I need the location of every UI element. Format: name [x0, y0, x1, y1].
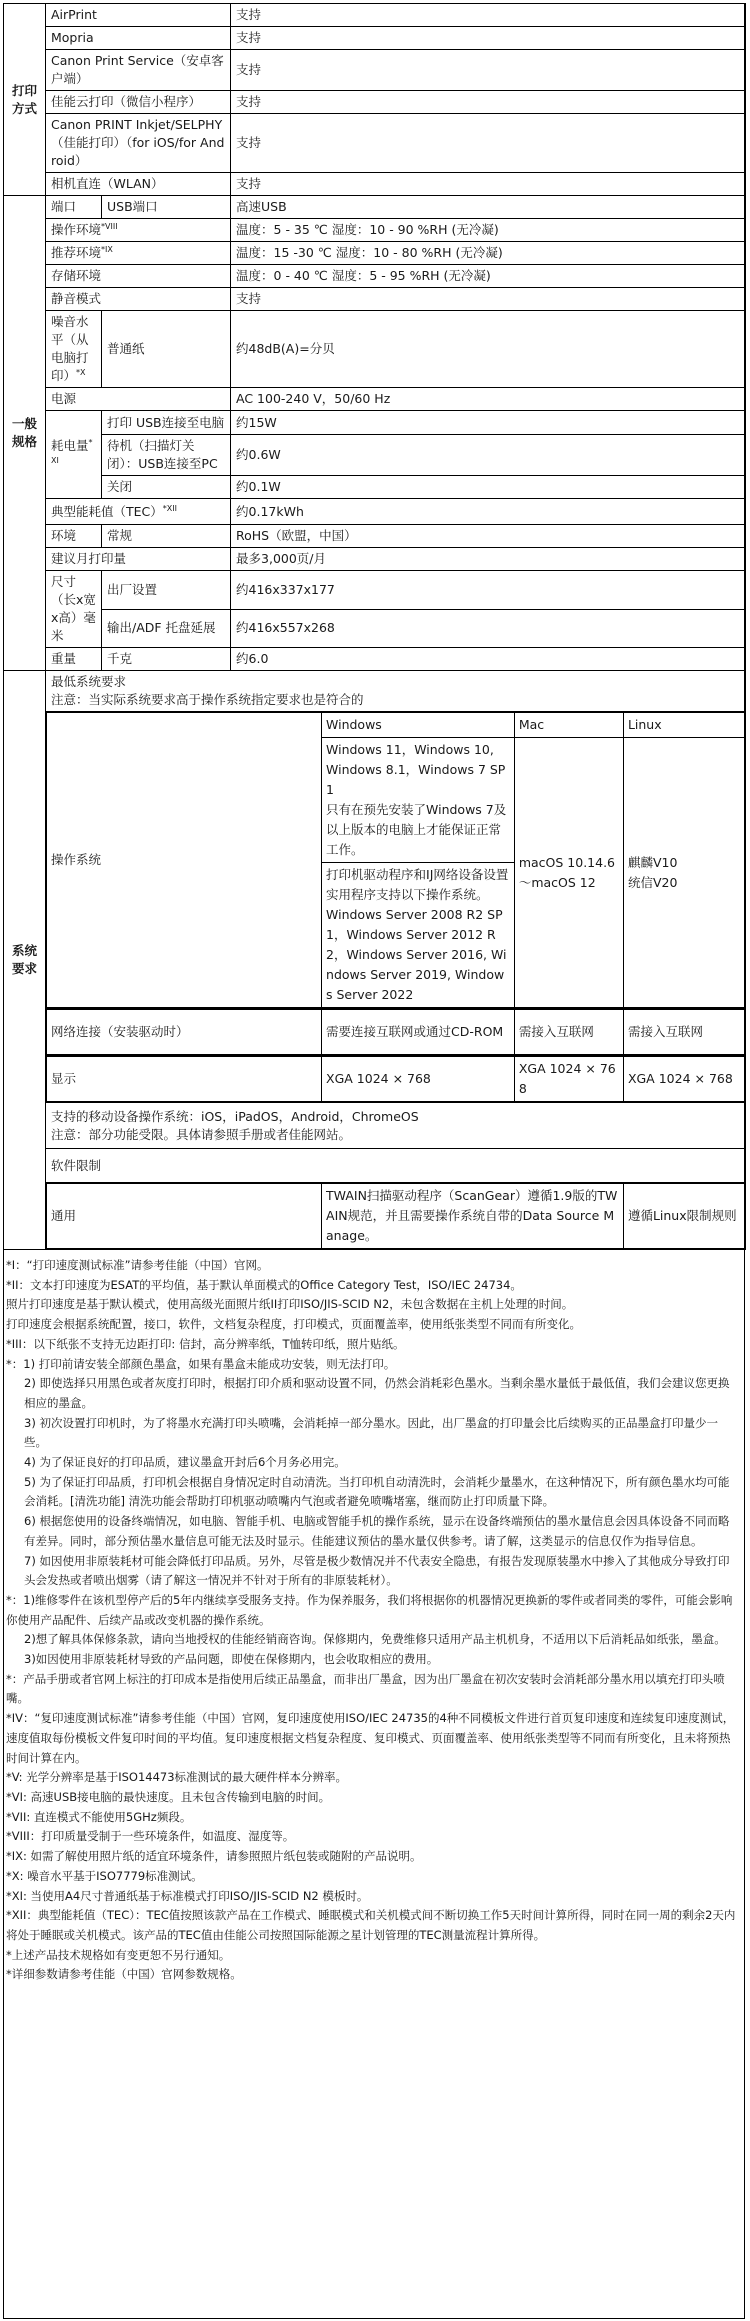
common-linux: 遵循Linux限制规则: [623, 1184, 744, 1249]
spec-value: 约6.0: [231, 648, 746, 671]
footnote: *：1)维修零件在该机型停产后的5年内继续享受服务支持。作为保养服务，我们将根据你的机器情况更换新的零件或者同类的零件，可能会影响你使用产品配件、后续产品或改变机器的操作系统。: [6, 1592, 733, 1627]
print-method-value: 支持: [231, 27, 746, 50]
print-method-item: Canon Print Service（安卓客户端）: [46, 50, 231, 91]
spec-label: 环境: [46, 525, 102, 548]
spec-label: 端口: [46, 196, 102, 219]
footnote: 4) 为了保证良好的打印品质，建议墨盒开封后6个月务必用完。: [24, 1455, 346, 1470]
spec-value: 最多3,000页/月: [231, 548, 746, 571]
footnote: *I：“打印速度测试标准”请参考佳能（中国）官网。: [6, 1258, 269, 1272]
display-windows: XGA 1024 × 768: [322, 1057, 515, 1102]
spec-sublabel: 输出/ADF 托盘延展: [102, 609, 231, 648]
footnote: *VI: 高速USB接电脑的最快速度。且未包含传输到电脑的时间。: [6, 1789, 331, 1804]
mobile-os: 支持的移动设备操作系统：iOS，iPadOS，Android，ChromeOS 注意：部分功能受限。具体请参照手册或者佳能网站。: [46, 1103, 746, 1149]
network-label: 网络连接（安装驱动时）: [47, 1010, 322, 1055]
spec-value: 高速USB: [231, 196, 746, 219]
spec-value: AC 100-240 V，50/60 Hz: [231, 388, 746, 411]
os-header-windows: Windows: [322, 713, 515, 738]
common-label: 通用: [47, 1184, 322, 1249]
footnote: 3)如因使用非原装耗材导致的产品问题，即使在保修期内，也会收取相应的费用。: [24, 1652, 439, 1667]
spec-sublabel: 常规: [102, 525, 231, 548]
display-mac: XGA 1024 × 768: [514, 1057, 623, 1102]
footnote: *XI: 当使用A4尺寸普通纸基于标准模式打印ISO/JIS-SCID N2 模板时。: [6, 1888, 369, 1903]
footnote: *：产品手册或者官网上标注的打印成本是指使用后续正品墨盒，而非出厂墨盒，因为出厂墨盒在初次安装时会消耗部分墨水用以填充打印头喷嘴。: [6, 1671, 725, 1706]
footnote: 照片打印速度是基于默认模式，使用高级光面照片纸II打印ISO/JIS-SCID N2，未包含数据在主机上处理的时间。: [6, 1297, 574, 1312]
spec-value: 温度：0 - 40 ℃ 湿度：5 - 95 %RH (无冷凝): [231, 265, 746, 288]
os-block: [46, 712, 746, 1009]
spec-sublabel: 打印 USB连接至电脑: [102, 411, 231, 435]
spec-sublabel: 普通纸: [102, 311, 231, 388]
spec-value: RoHS（欧盟，中国）: [231, 525, 746, 548]
spec-label: 重量: [46, 648, 102, 671]
footnote: *XII：典型能耗值（TEC）：TEC值按照该款产品在工作模式、睡眠模式和关机模式间不断切换工作5天时间计算所得，同时在同一周的剩余2天内将处于睡眠或关机模式。该产品的TEC值由佳能公司按照国际能源之星计划管理的TEC测量流程计算所得。: [6, 1908, 736, 1942]
print-method-value: 支持: [231, 50, 746, 91]
common-block: [46, 1183, 746, 1250]
spec-label: 电源: [46, 388, 231, 411]
network-table: [46, 1009, 745, 1055]
common-table: [46, 1183, 745, 1249]
spec-label: 典型能耗值（TEC）$^{*XII}$: [46, 499, 231, 525]
common-value: TWAIN扫描驱动程序（ScanGear）遵循1.9版的TWAIN规范，并且需要操作系统自带的Data Source Manage。: [322, 1184, 624, 1249]
footnote: *IV：“复印速度测试标准”请参考佳能（中国）官网，复印速度使用ISO/IEC 24735的4种不同模板文件进行首页复印速度和连续复印速度测试，速度值取每份模板文件复印时间的平均值。复印速度根据文档复杂程度、复印模式、页面覆盖率、使用纸张类型等不同而有所变化，且未将预热时间计算在内。: [6, 1711, 735, 1765]
footnote: *V: 光学分辨率是基于ISO14473标准测试的最大硬件样本分辨率。: [6, 1770, 348, 1785]
print-method-value: 支持: [231, 91, 746, 114]
spec-label: 推荐环境$^{*IX}$: [46, 242, 231, 265]
footnote: *VII: 直连模式不能使用5GHz频段。: [6, 1809, 192, 1824]
footnote: *VIII：打印质量受制于一些环境条件，如温度、湿度等。: [6, 1829, 295, 1844]
spec-label: 操作环境$^{*VIII}$: [46, 219, 231, 242]
footnote: 7) 如因使用非原装耗材可能会降低打印品质。另外，尽管是极少数情况并不代表安全隐患，有报告发现原装墨水中掺入了其他成分导致打印头会发热或者喷出烟雾（请了解这一情况并不针对于所有的非原装耗材）。: [24, 1553, 730, 1588]
spec-label: 建议月打印量: [46, 548, 231, 571]
footnote: *II：文本打印速度为ESAT的平均值，基于默认单面模式的Office Category Test，ISO/IEC 24734。: [6, 1277, 522, 1292]
spec-value: 约0.17kWh: [231, 499, 746, 525]
footnote: 3) 初次设置打印机时，为了将墨水充满打印头喷嘴，会消耗掉一部分墨水。因此，出厂墨盒的打印量会比后续购买的正品墨盒打印量少一些。: [24, 1415, 718, 1450]
os-windows-client: Windows 11，Windows 10, Windows 8.1，Windows 7 SP1 只有在预先安装了Windows 7及以上版本的电脑上才能保证正常工作。: [322, 738, 515, 863]
print-method-item: Mopria: [46, 27, 231, 50]
footnote: 打印速度会根据系统配置，接口，软件，文档复杂程度，打印模式，页面覆盖率，使用纸张类型不同而有所变化。: [6, 1317, 581, 1332]
footnote: 6) 根据您使用的设备终端情况，如电脑、智能手机、电脑或智能手机的操作系统，显示在设备终端预估的墨水量信息会因具体设备不同而略有差异。同时，部分预估墨水量信息可能无法及时显示。佳能建议预估的墨水量仅供参考。请了解，这类显示的信息仅作为指导信息。: [24, 1514, 730, 1548]
network-linux: 需接入互联网: [623, 1010, 744, 1055]
spec-label: 尺寸（长x宽x高）毫米: [46, 571, 102, 648]
footnotes: [6, 1256, 736, 1985]
os-table: [46, 712, 745, 1008]
display-block: [46, 1056, 746, 1103]
spec-value: 约416x557x268: [231, 609, 746, 648]
spec-value: 温度：5 - 35 ℃ 湿度：10 - 90 %RH (无冷凝): [231, 219, 746, 242]
network-windows: 需要连接互联网或通过CD-ROM: [322, 1010, 515, 1055]
spec-sublabel: USB端口: [102, 196, 231, 219]
os-mac: macOS 10.14.6～macOS 12: [514, 738, 623, 1008]
print-method-value: 支持: [231, 173, 746, 196]
footnote: *上述产品技术规格如有变更恕不另行通知。: [6, 1947, 231, 1962]
os-header-mac: Mac: [514, 713, 623, 738]
footnote: 5) 为了保证打印品质，打印机会根据自身情况定时自动清洗。当打印机自动清洗时，会消耗少量墨水，在这种情况下，所有颜色墨水均可能会消耗。[清洗功能] 清洗功能会帮助打印机驱动喷嘴内气泡或者避免喷嘴堵塞，继而防止打印质量下降。: [24, 1474, 730, 1509]
spec-sublabel: 出厂设置: [102, 571, 231, 610]
min-requirements: 最低系统要求 注意：当实际系统要求高于操作系统指定要求也是符合的: [46, 671, 746, 712]
footnote: *：1) 打印前请安装全部颜色墨盒，如果有墨盒未能成功安装，则无法打印。: [6, 1356, 396, 1371]
spec-value: 支持: [231, 288, 746, 311]
software-limits: 软件限制: [46, 1149, 746, 1183]
spec-label: 噪音水平（从电脑打印）$^{*X}$: [46, 311, 102, 388]
print-method-value: 支持: [231, 4, 746, 27]
footnote: 2)想了解具体保修条款，请向当地授权的佳能经销商咨询。保修期内，免费维修只适用产品主机机身，不适用以下后消耗品如纸张，墨盒。: [24, 1632, 726, 1647]
print-method-item: AirPrint: [46, 4, 231, 27]
print-method-item: Canon PRINT Inkjet/SELPHY（佳能打印）（for iOS/for Android）: [46, 114, 231, 173]
display-label: 显示: [47, 1057, 322, 1102]
os-header-linux: Linux: [623, 713, 744, 738]
spec-value: 约0.6W: [231, 435, 746, 476]
spec-label: 耗电量$^{*XI}$: [46, 411, 102, 499]
os-windows-server: 打印机驱动程序和IJ网络设备设置实用程序支持以下操作系统。 Windows Server 2008 R2 SP1，Windows Server 2012 R2，Windows Server 2016, Windows Server 2019, Windows Server 2022: [322, 863, 515, 1008]
os-linux: 麒麟V10 统信V20: [623, 738, 744, 1008]
category-system: 系统要求: [4, 671, 46, 1250]
spec-table: [3, 3, 746, 1250]
footnote: *IX: 如需了解使用照片纸的适宜环境条件，请参照照片纸包装或随附的产品说明。: [6, 1849, 422, 1864]
spec-value: 约0.1W: [231, 476, 746, 499]
footnote: *X: 噪音水平基于ISO7779标准测试。: [6, 1868, 203, 1883]
spec-sublabel: 千克: [102, 648, 231, 671]
display-table: [46, 1056, 745, 1102]
spec-value: 约416x337x177: [231, 571, 746, 610]
spec-label: 存储环境: [46, 265, 231, 288]
spec-label: 静音模式: [46, 288, 231, 311]
spec-sublabel: 待机（扫描灯关闭）：USB连接至PC: [102, 435, 231, 476]
footnote: *详细参数请参考佳能（中国）官网参数规格。: [6, 1967, 242, 1982]
category-general: 一般规格: [4, 196, 46, 671]
spec-value: 约15W: [231, 411, 746, 435]
spec-value: 温度：15 -30 ℃ 湿度：10 - 80 %RH (无冷凝): [231, 242, 746, 265]
category-print-methods: 打印方式: [4, 4, 46, 196]
print-method-value: 支持: [231, 114, 746, 173]
os-label: 操作系统: [47, 713, 322, 1008]
print-method-item: 相机直连（WLAN）: [46, 173, 231, 196]
spec-sublabel: 关闭: [102, 476, 231, 499]
spec-value: 约48dB(A)=分贝: [231, 311, 746, 388]
footnote: *III：以下纸张不支持无边距打印: 信封，高分辨率纸，T恤转印纸，照片贴纸。: [6, 1336, 405, 1351]
network-mac: 需接入互联网: [514, 1010, 623, 1055]
footnote: 2) 即使选择只用黑色或者灰度打印时，根据打印介质和驱动设置不同，仍然会消耗彩色墨水。当剩余墨水量低于最低值，我们会建议您更换相应的墨盒。: [24, 1376, 730, 1410]
print-method-item: 佳能云打印（微信小程序）: [46, 91, 231, 114]
display-linux: XGA 1024 × 768: [623, 1057, 744, 1102]
network-block: [46, 1009, 746, 1056]
